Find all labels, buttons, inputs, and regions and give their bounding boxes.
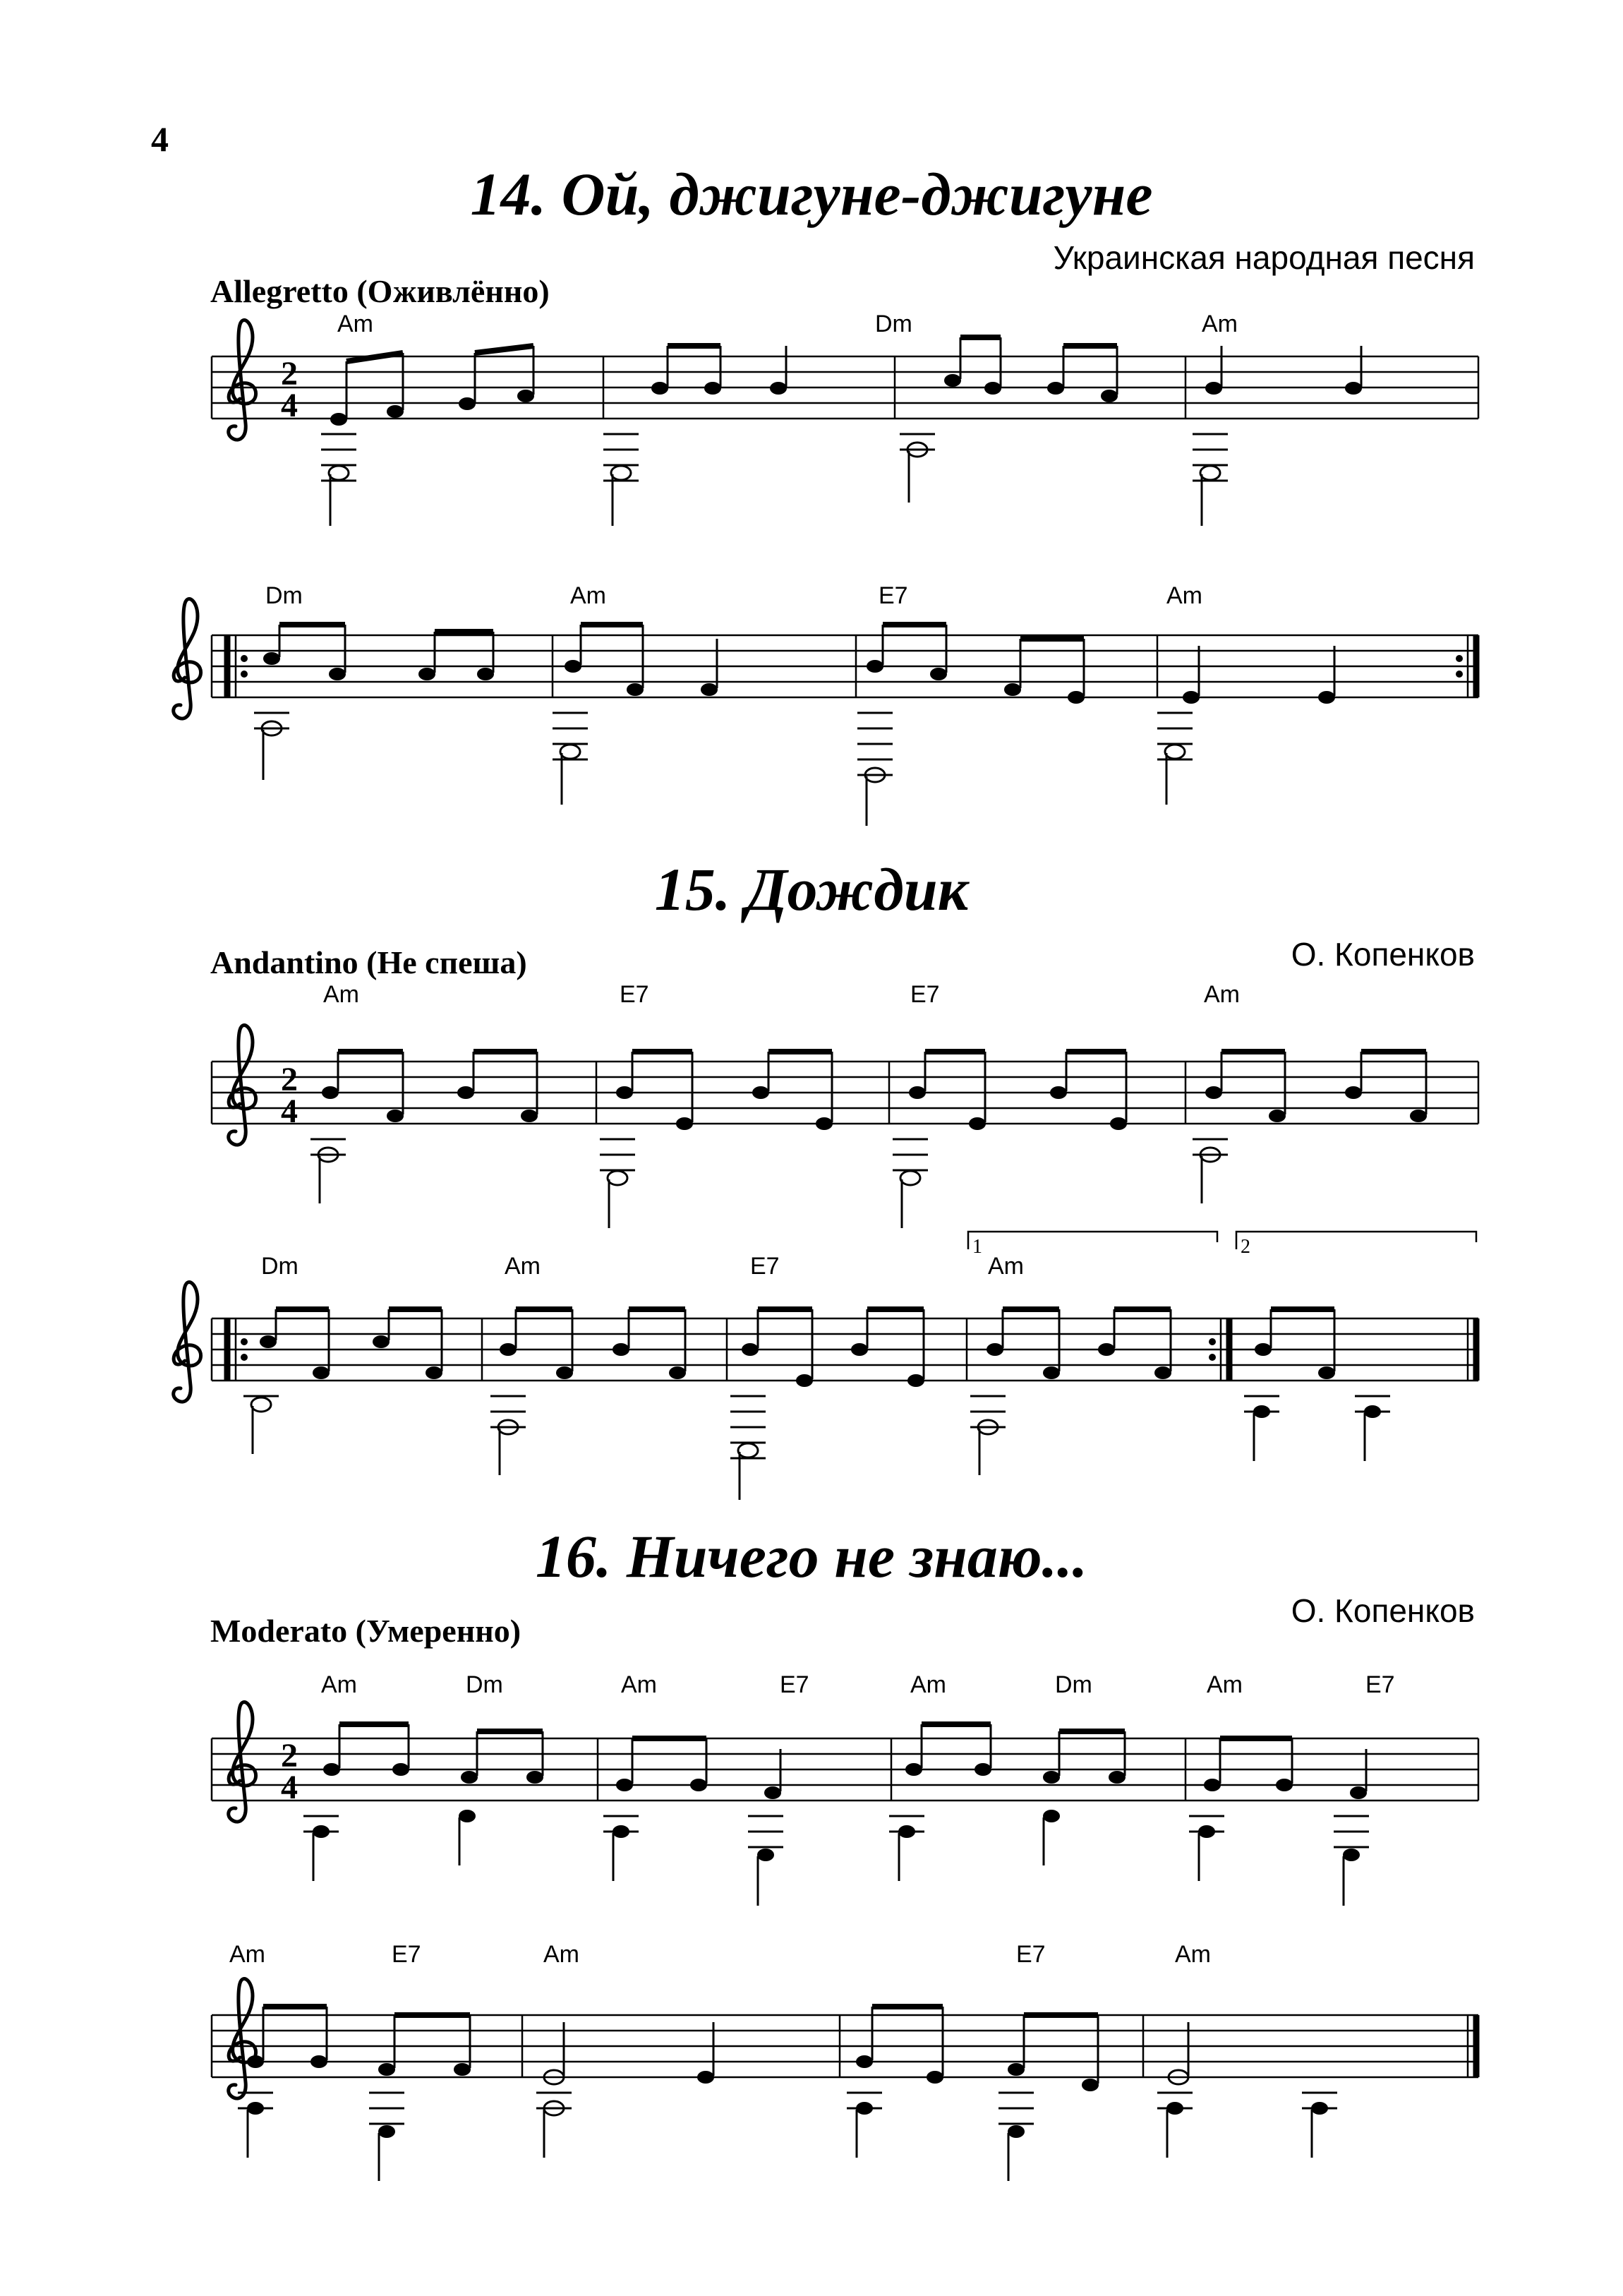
composer-14: Украинская народная песня — [1053, 239, 1475, 276]
ledger-lines — [321, 434, 1228, 481]
time-sig-bottom: 4 — [281, 1769, 298, 1806]
time-sig-top: 2 — [281, 1061, 298, 1098]
note-heads — [263, 652, 1335, 704]
stems-and-beams — [263, 625, 1334, 826]
chord-symbol: Am — [1202, 311, 1238, 337]
bass-half-notes — [262, 721, 1185, 782]
bass-half-notes — [251, 1398, 998, 1457]
chord-symbol: Am — [1207, 1671, 1243, 1698]
piece-title-16: 16. Ничего не знаю... — [535, 1522, 1088, 1590]
note-heads — [247, 2055, 1328, 2138]
time-sig-bottom: 4 — [281, 387, 298, 424]
chord-symbol: Am — [988, 1253, 1024, 1280]
chord-symbol: Dm — [261, 1253, 298, 1280]
piece-title-14: 14. Ой, джигуне-джигуне — [470, 160, 1153, 228]
chord-symbol: E7 — [620, 981, 649, 1008]
chord-symbol: Am — [570, 582, 606, 609]
stems-and-beams — [330, 337, 1361, 526]
ledger-lines — [243, 1396, 1390, 1458]
chord-symbol: Am — [337, 311, 373, 337]
treble-clef-icon — [174, 1282, 201, 1402]
staff-system — [212, 311, 1478, 526]
volta-ending-2: 2 — [1241, 1236, 1250, 1258]
staff-system — [212, 1941, 1478, 2181]
stems-and-beams — [253, 1309, 1365, 1500]
ledger-lines — [238, 2093, 1337, 2124]
chord-symbol: E7 — [1016, 1941, 1046, 1968]
treble-clef-icon — [174, 599, 201, 719]
chord-symbol: Am — [505, 1253, 541, 1280]
volta-brackets — [968, 1232, 1476, 1249]
chord-symbol: Am — [321, 1671, 357, 1698]
bass-half-notes — [318, 1148, 1220, 1185]
staff-lines — [212, 2015, 1478, 2077]
chord-symbol: Am — [543, 1941, 579, 1968]
bass-half-notes — [329, 443, 1220, 480]
staff-system — [212, 981, 1478, 1228]
volta-ending-1: 1 — [972, 1236, 982, 1258]
treble-clef-icon — [229, 1979, 256, 2099]
treble-clef-icon — [229, 320, 256, 440]
note-heads — [313, 1763, 1367, 1861]
tempo-marking-16: Moderato (Умеренно) — [210, 1613, 521, 1649]
chord-symbol: Dm — [1055, 1671, 1092, 1698]
chord-symbol: E7 — [750, 1253, 780, 1280]
page-number: 4 — [151, 119, 169, 159]
ledger-lines — [310, 1139, 1228, 1170]
chord-symbol: E7 — [392, 1941, 421, 1968]
composer-16: О. Копенков — [1291, 1592, 1475, 1629]
composer-15: О. Копенков — [1291, 936, 1475, 973]
chord-symbol: Dm — [265, 582, 303, 609]
chord-symbol: E7 — [879, 582, 908, 609]
tempo-marking-15: Andantino (Не спеша) — [210, 944, 527, 980]
staff-system — [174, 1232, 1478, 1500]
stems-and-beams — [248, 2007, 1312, 2181]
chord-symbol: Am — [1204, 981, 1240, 1008]
time-sig-top: 2 — [281, 1737, 298, 1774]
chord-symbol: Am — [323, 981, 359, 1008]
staff-system — [174, 582, 1478, 826]
chord-symbol: Am — [1166, 582, 1202, 609]
tempo-marking-14: Allegretto (Оживлённо) — [210, 273, 550, 309]
chord-symbol: E7 — [910, 981, 940, 1008]
chord-symbol: Am — [229, 1941, 265, 1968]
note-heads — [260, 1335, 1381, 1418]
time-sig-bottom: 4 — [281, 1093, 298, 1130]
chord-symbol: Dm — [466, 1671, 503, 1698]
staff-lines — [212, 635, 1478, 697]
chord-symbol: Am — [621, 1671, 657, 1698]
chord-symbol: Am — [1175, 1941, 1211, 1968]
chord-symbol: Dm — [875, 311, 912, 337]
staff-system — [212, 1671, 1478, 1906]
chord-symbol: E7 — [780, 1671, 809, 1698]
ledger-lines — [254, 713, 1193, 775]
time-sig-top: 2 — [281, 355, 298, 392]
chord-symbol: Am — [910, 1671, 946, 1698]
treble-clef-icon — [229, 1702, 256, 1822]
stems-and-beams — [320, 1052, 1426, 1228]
staff-lines — [212, 1318, 1478, 1381]
chord-symbol: E7 — [1365, 1671, 1395, 1698]
piece-title-15: 15. Дождик — [654, 855, 969, 923]
treble-clef-icon — [229, 1026, 256, 1146]
